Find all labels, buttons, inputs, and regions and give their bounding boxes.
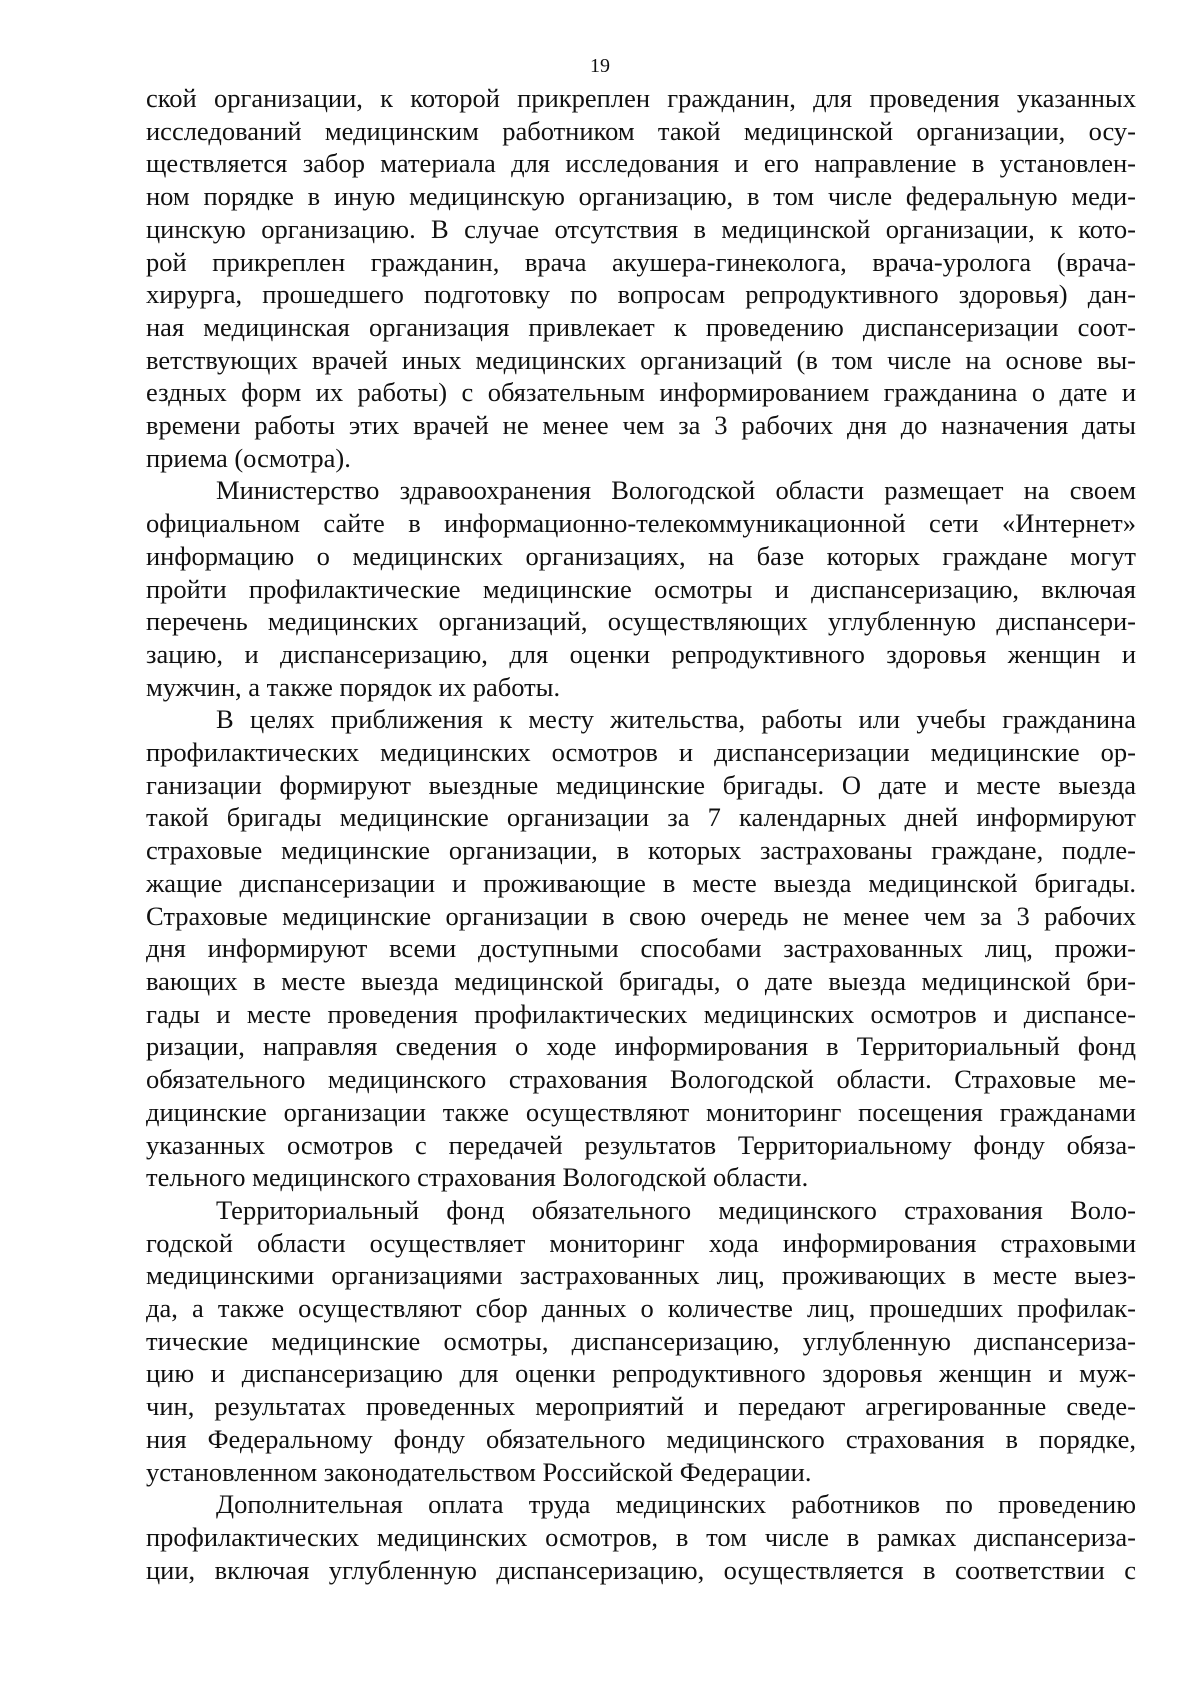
- text-line: годской области осуществляет мониторинг хода информирования страховыми: [146, 1227, 1136, 1258]
- text-line: ризации, направляя сведения о ходе информирования в Территориальный фонд: [146, 1031, 1136, 1062]
- text-line: цинскую организацию. В случае отсутствия в медицинской организации, к кото-: [146, 213, 1136, 244]
- text-line: ном порядке в иную медицинскую организацию, в том числе федеральную меди-: [146, 181, 1136, 212]
- text-line: профилактических медицинских осмотров, в том числе в рамках диспансериза-: [146, 1521, 1136, 1552]
- text-line: жащие диспансеризации и проживающие в месте выезда медицинской бригады.: [146, 867, 1136, 898]
- text-line: да, а также осуществляют сбор данных о количестве лиц, прошедших профилак-: [146, 1293, 1136, 1324]
- text-line: цию и диспансеризацию для оценки репродуктивного здоровья женщин и муж-: [146, 1358, 1136, 1389]
- text-line: ской организации, к которой прикреплен гражданин, для проведения указанных: [146, 83, 1136, 113]
- text-line: рой прикреплен гражданин, врача акушера-гинеколога, врача-уролога (врача-: [146, 246, 1136, 277]
- text-line: страховые медицинские организации, в которых застрахованы граждане, подле-: [146, 835, 1136, 866]
- text-line: зацию, и диспансеризацию, для оценки репродуктивного здоровья женщин и: [146, 638, 1136, 669]
- text-line: ществляется забор материала для исследования и его направление в установлен-: [146, 148, 1136, 179]
- text-line: ния Федеральному фонду обязательного медицинского страхования в порядке,: [146, 1423, 1136, 1454]
- text-line: Дополнительная оплата труда медицинских работников по проведению: [216, 1489, 1136, 1520]
- text-line: ции, включая углубленную диспансеризацию, осуществляется в соответствии с: [146, 1554, 1136, 1585]
- text-line: мужчин, а также порядок их работы.: [146, 671, 561, 702]
- text-line: Министерство здравоохранения Вологодской области размещает на своем: [216, 475, 1136, 506]
- text-line: чин, результатах проведенных мероприятий и передают агрегированные сведе-: [146, 1391, 1136, 1422]
- text-line: Страховые медицинские организации в свою очередь не менее чем за 3 рабочих: [146, 900, 1136, 931]
- text-line: указанных осмотров с передачей результатов Территориальному фонду обяза-: [146, 1129, 1136, 1160]
- text-line: тельного медицинского страхования Вологодской области.: [146, 1162, 809, 1193]
- text-line: официальном сайте в информационно-телекоммуникационной сети «Интернет»: [146, 508, 1136, 539]
- text-line: медицинскими организациями застрахованных лиц, проживающих в месте выез-: [146, 1260, 1136, 1291]
- text-line: информацию о медицинских организациях, на базе которых граждане могут: [146, 540, 1136, 571]
- text-line: обязательного медицинского страхования Вологодской области. Страховые ме-: [146, 1064, 1136, 1095]
- text-line: профилактических медицинских осмотров и диспансеризации медицинские ор-: [146, 737, 1136, 768]
- paragraph: [146, 703, 1136, 1194]
- text-line: В целях приближения к месту жительства, работы или учебы гражданина: [216, 704, 1136, 735]
- paragraph: [146, 82, 1136, 474]
- text-line: тические медицинские осмотры, диспансеризацию, углубленную диспансериза-: [146, 1325, 1136, 1356]
- document-body: [146, 82, 1136, 1586]
- text-line: ездных форм их работы) с обязательным информированием гражданина о дате и: [146, 377, 1136, 408]
- text-line: дицинские организации также осуществляют мониторинг посещения гражданами: [146, 1096, 1136, 1127]
- text-line: перечень медицинских организаций, осуществляющих углубленную диспансери-: [146, 606, 1136, 637]
- text-line: гады и месте проведения профилактических медицинских осмотров и диспансе-: [146, 998, 1136, 1029]
- page-number: 19: [590, 55, 610, 77]
- paragraph: [146, 1488, 1136, 1586]
- text-line: ветствующих врачей иных медицинских организаций (в том числе на основе вы-: [146, 344, 1136, 375]
- paragraph: [146, 1194, 1136, 1488]
- text-line: времени работы этих врачей не менее чем за 3 рабочих дня до назначения даты: [146, 410, 1136, 441]
- text-line: ная медицинская организация привлекает к проведению диспансеризации соот-: [146, 311, 1136, 342]
- text-line: ганизации формируют выездные медицинские бригады. О дате и месте выезда: [146, 769, 1136, 800]
- text-line: пройти профилактические медицинские осмотры и диспансеризацию, включая: [146, 573, 1136, 604]
- text-line: хирурга, прошедшего подготовку по вопросам репродуктивного здоровья) дан-: [146, 279, 1136, 310]
- text-line: приема (осмотра).: [146, 442, 351, 473]
- text-line: такой бригады медицинские организации за 7 календарных дней информируют: [146, 802, 1136, 833]
- text-line: Территориальный фонд обязательного медицинского страхования Воло-: [216, 1194, 1136, 1225]
- text-line: исследований медицинским работником такой медицинской организации, осу-: [146, 115, 1136, 146]
- text-line: установленном законодательством Российской Федерации.: [146, 1456, 812, 1487]
- text-line: дня информируют всеми доступными способами застрахованных лиц, прожи-: [146, 933, 1136, 964]
- paragraph: [146, 474, 1136, 703]
- text-line: вающих в месте выезда медицинской бригады, о дате выезда медицинской бри-: [146, 965, 1136, 996]
